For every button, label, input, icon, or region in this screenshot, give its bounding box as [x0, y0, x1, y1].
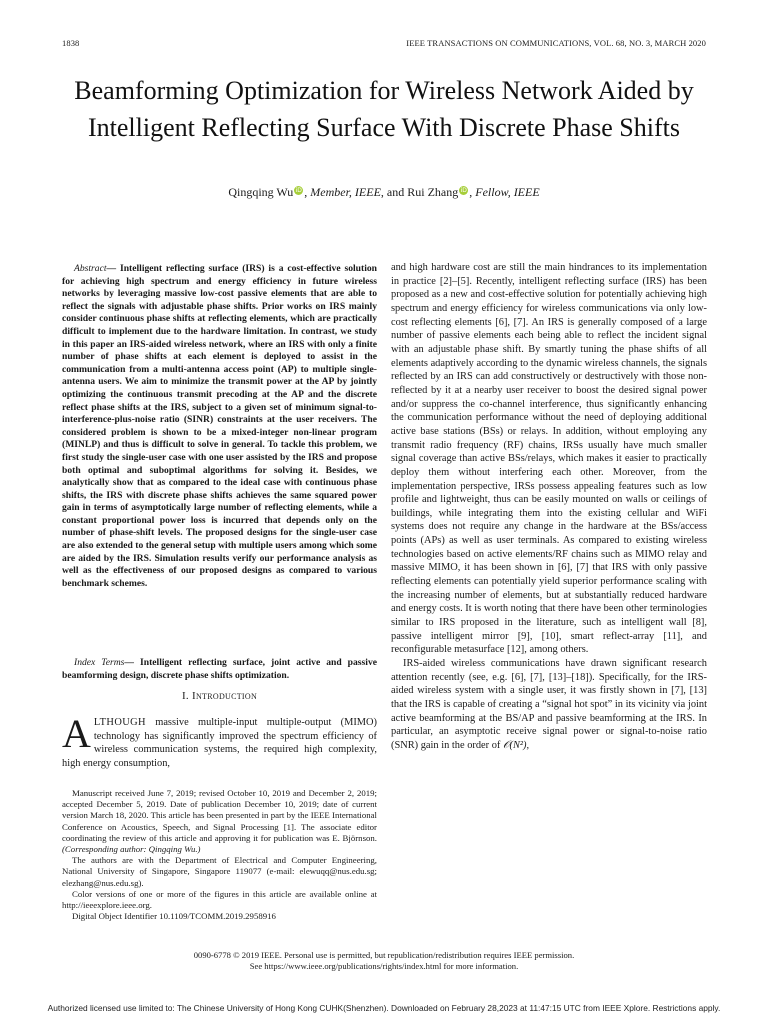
abstract-label: Abstract	[74, 263, 107, 274]
index-terms-label: Index Terms	[74, 657, 125, 668]
footnotes	[62, 788, 377, 922]
footnote-manuscript: Manuscript received June 7, 2019; revised October 10, 2019 and December 2, 2019; accepted December 5, 2019. Date of publication December 10, 2019; date of current version March 18, 2020. This article has been presented in part by the IEEE International Conference on Acoustics, Speech, and Signal Processing [1]. The associate editor coordinating the review of this article and approving it for publication was E. Björnson. (Corresponding author: Qingqing Wu.)	[62, 788, 377, 855]
author-line: Qingqing Wu iD , Member, IEEE, and Rui Zhang iD , Fellow, IEEE	[228, 185, 540, 199]
author-name: Qingqing Wu	[228, 185, 294, 199]
body-paragraph: IRS-aided wireless communications have drawn significant research attention recently (see, e.g. [6], [7], [13]–[18]). Specifically, for the IRS-aided wireless system with a single user, it was firstly shown in [7], [13] that the IRS is capable of creating a “signal hot spot” in its vicinity via joint active beamforming at the BS/AP and passive beamforming at the IRS. In particular, an asymptotic receive signal power or signal-to-noise ratio (SNR) gain in the order of 𝒪(N²),	[391, 658, 707, 751]
index-terms: Index Terms— Intelligent reflecting surface, joint active and passive beamforming design, discrete phase shifts optimization.	[62, 657, 377, 681]
author-affiliation: Member, IEEE	[310, 185, 381, 199]
footnote-doi: Digital Object Identifier 10.1109/TCOMM.2019.2958916	[72, 911, 276, 922]
license-footer: Authorized licensed use limited to: The Chinese University of Hong Kong CUHK(Shenzhen). Downloaded on February 28,2023 at 11:47:15 UTC from IEEE Xplore. Restrictions apply.	[47, 1003, 721, 1013]
right-column	[391, 261, 707, 753]
abstract: Abstract— Intelligent reflecting surface (IRS) is a cost-effective solution for achieving high spectrum and energy efficiency in future wireless networks by leveraging massive low-cost passive elements that are able to reflect the signals with adjustable phase shifts. Prior works on IRS mainly consider continuous phase shifts at reflecting elements, which are practically difficult to implement due to the hardware limitation. In contrast, we study in this paper an IRS-aided wireless network, where an IRS with only a finite number of phase shifts at each element is deployed to assist in the communication from a multi-antenna access point (AP) to multiple single-antenna users. We aim to minimize the transmit power at the AP by jointly optimizing the continuous transmit precoding at the AP and the discrete reflect phase shifts at the IRS, subject to a given set of minimum signal-to-interference-plus-noise ratio (SINR) constraints at the user receivers. The considered problem is shown to be a mixed-integer non-linear program (MINLP) and thus is difficult to solve in general. To tackle this problem, we first study the single-user case with one user assisted by the IRS and propose both optimal and suboptimal algorithms for solving it. Besides, we analytically show that as compared to the ideal case with continuous phase shifts, the IRS with discrete phase shifts achieves the same squared power gain in terms of asymptotically large number of reflecting elements, while a constant proportional power loss is incurred that depends only on the number of phase-shift levels. The proposed designs for the single-user case are also extended to the general setup with multiple users among which some are aided by the IRS. Simulation results verify our performance analysis as well as the effectiveness of our proposed designs as compared to various benchmark schemes.	[62, 263, 377, 589]
index-terms-text: Intelligent reflecting surface, joint active and passive beamforming design, discrete phase shifts optimization.	[62, 657, 377, 681]
page-number: 1838	[62, 38, 80, 48]
intro-paragraph: ALTHOUGH massive multiple-input multiple-output (MIMO) technology has significantly improved the spectrum efficiency of wireless communication systems, the required high complexity, high energy consumption,	[62, 711, 377, 769]
paper-title: Beamforming Optimization for Wireless Network Aided by Intelligent Reflecting Surface With Discrete Phase Shifts	[74, 76, 694, 142]
rights-link[interactable]: See https://www.ieee.org/publications/rights/index.html for more information.	[249, 961, 519, 971]
author-affiliation: Fellow, IEEE	[475, 185, 540, 199]
orcid-icon[interactable]: iD	[460, 187, 467, 194]
orcid-icon[interactable]: iD	[295, 187, 302, 194]
copyright-notice: 0090-6778 © 2019 IEEE. Personal use is permitted, but republication/redistribution requires IEEE permission. See https://www.ieee.org/publications/rights/index.html for more information.	[40, 950, 728, 972]
author-name: Rui Zhang	[407, 185, 459, 199]
footnote-color: Color versions of one or more of the figures in this article are available online at http://ieeexplore.ieee.org.	[62, 888, 377, 911]
footnote-affiliation: The authors are with the Department of Electrical and Computer Engineering, National University of Singapore, Singapore 119077 (e-mail: elewuqq@nus.edu.sg; elezhang@nus.edu.sg).	[62, 855, 377, 888]
journal-header: IEEE TRANSACTIONS ON COMMUNICATIONS, VOL. 68, NO. 3, MARCH 2020	[406, 38, 706, 48]
section-heading: I. Introduction	[181, 690, 258, 702]
abstract-text: Intelligent reflecting surface (IRS) is a cost-effective solution for achieving high spectrum and energy efficiency in future wireless networks by leveraging massive low-cost passive elements that are able to reflect the signals with adjustable phase shifts. Prior works on IRS mainly consider continuous phase shifts at reflecting elements, which are practically difficult to implement due to the hardware limitation. In contrast, we study in this paper an IRS-aided wireless network, where an IRS with only a finite number of phase shifts at each element is deployed to assist in the communication from a multi-antenna access point (AP) to multiple single-antenna users. We aim to minimize the transmit power at the AP by jointly optimizing the continuous transmit precoding at the AP and the discrete reflect phase shifts at the IRS, subject to a given set of minimum signal-to-interference-plus-noise ratio (SINR) constraints at the user receivers. The considered problem is shown to be a mixed-integer non-linear program (MINLP) and thus is difficult to solve in general. To tackle this problem, we first study the single-user case with one user assisted by the IRS and propose both optimal and suboptimal algorithms for solving it. Besides, we analytically show that as compared to the ideal case with continuous phase shifts, the IRS with discrete phase shifts achieves the same squared power gain in terms of asymptotically large number of reflecting elements, while a constant proportional power loss is incurred that depends only on the number of phase-shift levels. The proposed designs for the single-user case are also extended to the general setup with multiple users among which some are aided by the IRS. Simulation results verify our performance analysis as well as the effectiveness of our proposed designs as compared to various benchmark schemes.	[62, 263, 377, 589]
body-paragraph: and high hardware cost are still the main hindrances to its implementation in practice [2]–[5]. Recently, intelligent reflecting surface (IRS) has been proposed as a new and cost-effective solution for potentially achieving high spectrum and energy efficiency for wireless communications via only low-cost reflecting elements [6], [7]. An IRS is generally composed of a large number of passive elements each being able to reflect the incident signal with an adjustable phase shift. By smartly tuning the phase shifts of all elements adaptively according to the dynamic wireless channels, the signals reflected by an IRS can add constructively or destructively with those non-reflected by it at a nearby user receiver to boost the desired signal power and/or suppress the co-channel interference, thus significantly enhancing the communication performance without the need of deploying additional active base stations (BSs) or relays. In addition, without employing any transmit radio frequency (RF) chains, IRSs usually have much smaller signal coverage than active BSs/relays, which makes it easier to practically deploy them without interfering each other. Moreover, from the implementation perspective, IRSs possess appealing features such as low profile and lightweight, thus can be easily mounted on walls or ceilings of buildings, while integrating them into the existing cellular and WiFi systems does not require any change in the hardware at the BSs/access points (APs) as well as user terminals. As compared to existing wireless technologies based on active elements/RF chains such as MIMO relay and massive MIMO, it has been shown in [6], [7] that IRS with only passive reflecting elements can potentially yield superior performance scaling with the increasing number of elements, but at substantially reduced hardware and energy costs. It is worth noting that there have been other terminologies similar to IRS proposed in the literature, such as intelligent wall [8], passive intelligent mirror [9], [10], smart reflect-array [11], and reconfigurable metasurface [12], among others.	[391, 262, 707, 656]
dropcap: A	[62, 711, 91, 756]
